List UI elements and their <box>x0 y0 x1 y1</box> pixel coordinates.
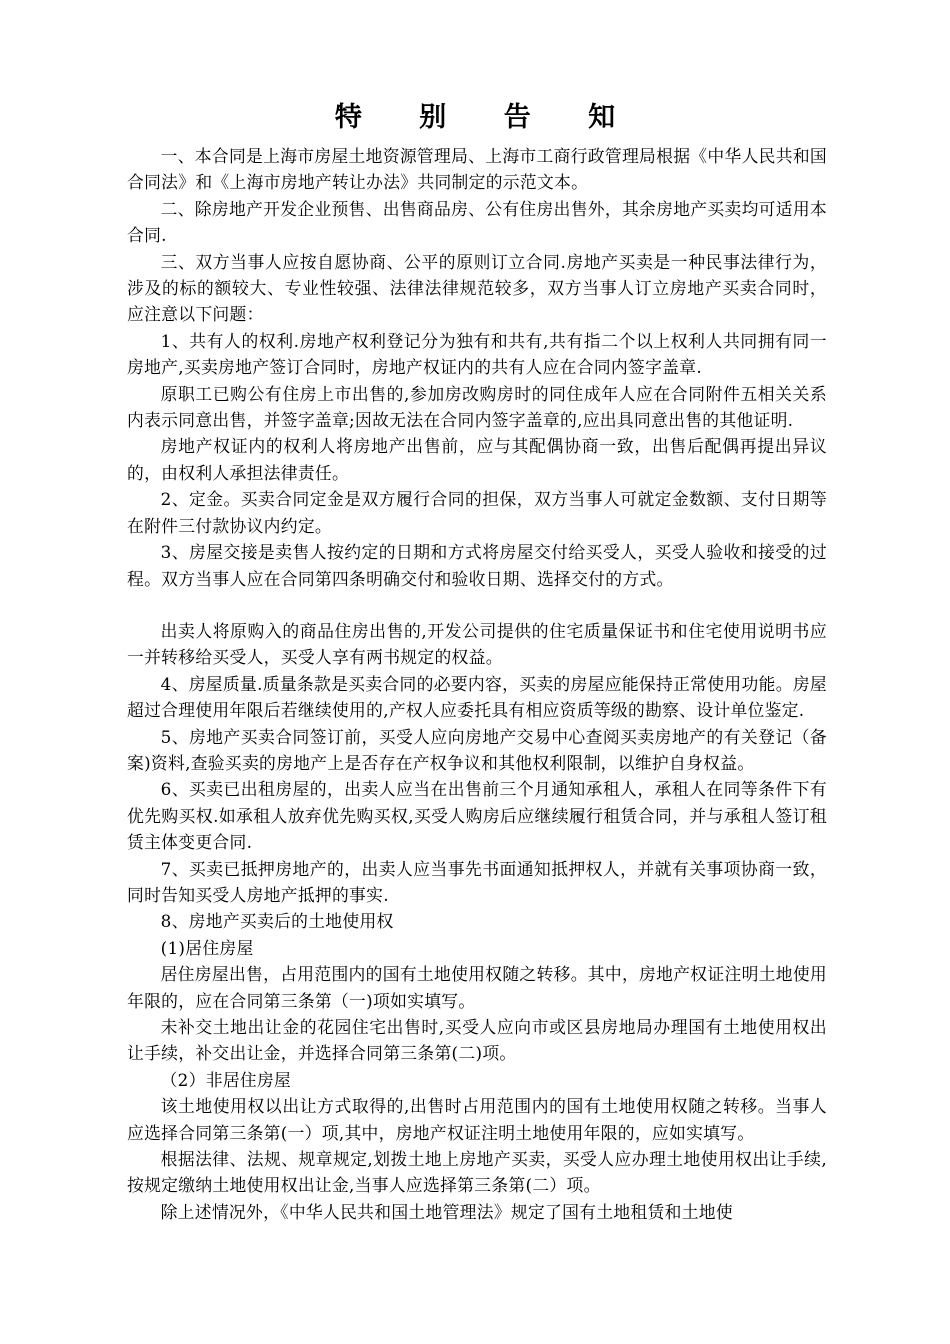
paragraph-2: 二、除房地产开发企业预售、出售商品房、公有住房出售外，其余房地产买卖均可适用本合同. <box>127 198 827 246</box>
paragraph-18: （2）非居住房屋 <box>160 1069 292 1090</box>
paragraph-10: 4、房屋质量.质量条款是买卖合同的必要内容，买卖的房屋应能保持正常使用功能。房屋超过合理使用年限后若继续使用的,产权人应委托具有相应资质等级的勘察、设计单位鉴定. <box>127 673 827 721</box>
paragraph-8: 3、房屋交接是卖售人按约定的日期和方式将房屋交付给买受人，买受人验收和接受的过程。双方当事人应在合同第四条明确交付和验收日期、选择交付的方式。 <box>127 542 827 589</box>
paragraph-5: 原职工已购公有住房上市出售的,参加房改购房时的同住成年人应在合同附件五相关关系内表示同意出售，并签字盖章;因故无法在合同内签字盖章的,应出具同意出售的其他证明. <box>127 383 827 431</box>
paragraph-15: (1)居住房屋 <box>160 937 254 958</box>
paragraph-16: 居住房屋出售，占用范围内的国有土地使用权随之转移。其中，房地产权证注明土地使用年限的，应在合同第三条第（一)项如实填写。 <box>127 964 827 1011</box>
paragraph-13: 7、买卖已抵押房地产的，出卖人应当事先书面通知抵押权人，并就有关事项协商一致，同时告知买受人房地产抵押的事实. <box>127 858 827 905</box>
paragraph-12: 6、买卖已出租房屋的，出卖人应当在出售前三个月通知承租人，承租人在同等条件下有优先购买权.如承租人放弃优先购买权,买受人购房后应继续履行租赁合同，并与承租人签订租赁主体变更合同. <box>127 779 827 853</box>
paragraph-7: 2、定金。买卖合同定金是双方履行合同的担保，双方当事人可就定金数额、支付日期等在附件三付款协议内约定。 <box>127 489 827 536</box>
document-body <box>127 143 827 1225</box>
paragraph-6: 房地产权证内的权利人将房地产出售前，应与其配偶协商一致，出售后配偶再提出异议的，由权利人承担法律责任。 <box>127 436 827 483</box>
paragraph-17: 未补交土地出让金的花园住宅出售时,买受人应向市或区县房地局办理国有土地使用权出让手续，补交出让金，并选择合同第三条第(二)项。 <box>127 1017 827 1064</box>
paragraph-9: 出卖人将原购入的商品住房出售的,开发公司提供的住宅质量保证书和住宅使用说明书应一并转移给买受人，买受人享有两书规定的权益。 <box>127 620 827 668</box>
document-title: 特 别 告 知 <box>334 102 640 133</box>
paragraph-19: 该土地使用权以出让方式取得的,出售时占用范围内的国有土地使用权随之转移。当事人应选择合同第三条第(一）项,其中，房地产权证注明土地使用年限的，应如实填写。 <box>127 1096 827 1143</box>
paragraph-4: 1、共有人的权利.房地产权利登记分为独有和共有,共有指二个以上权利人共同拥有同一房地产,买卖房地产签订合同时，房地产权证内的共有人应在合同内签字盖章. <box>127 330 827 378</box>
paragraph-20: 根据法律、法规、规章规定,划拨土地上房地产买卖，买受人应办理土地使用权出让手续,按规定缴纳土地使用权出让金,当事人应选择第三条第(二）项。 <box>127 1149 827 1196</box>
paragraph-spacer <box>127 592 827 618</box>
paragraph-1: 一、本合同是上海市房屋土地资源管理局、上海市工商行政管理局根据《中华人民共和国合同法》和《上海市房地产转让办法》共同制定的示范文本。 <box>127 146 827 193</box>
paragraph-3: 三、双方当事人应按自愿协商、公平的原则订立合同.房地产买卖是一种民事法律行为，涉及的标的额较大、专业性较强、法律法律规范较多，双方当事人订立房地产买卖合同时，应注意以下问题： <box>127 251 827 325</box>
paragraph-14: 8、房地产买卖后的土地使用权 <box>160 911 394 932</box>
paragraph-21: 除上述情况外，《中华人民共和国土地管理法》规定了国有土地租赁和土地使 <box>160 1201 733 1222</box>
paragraph-11: 5、房地产买卖合同签订前，买受人应向房地产交易中心查阅买卖房地产的有关登记（备案)资料,查验买卖的房地产上是否存在产权争议和其他权利限制，以维护自身权益。 <box>127 726 827 773</box>
